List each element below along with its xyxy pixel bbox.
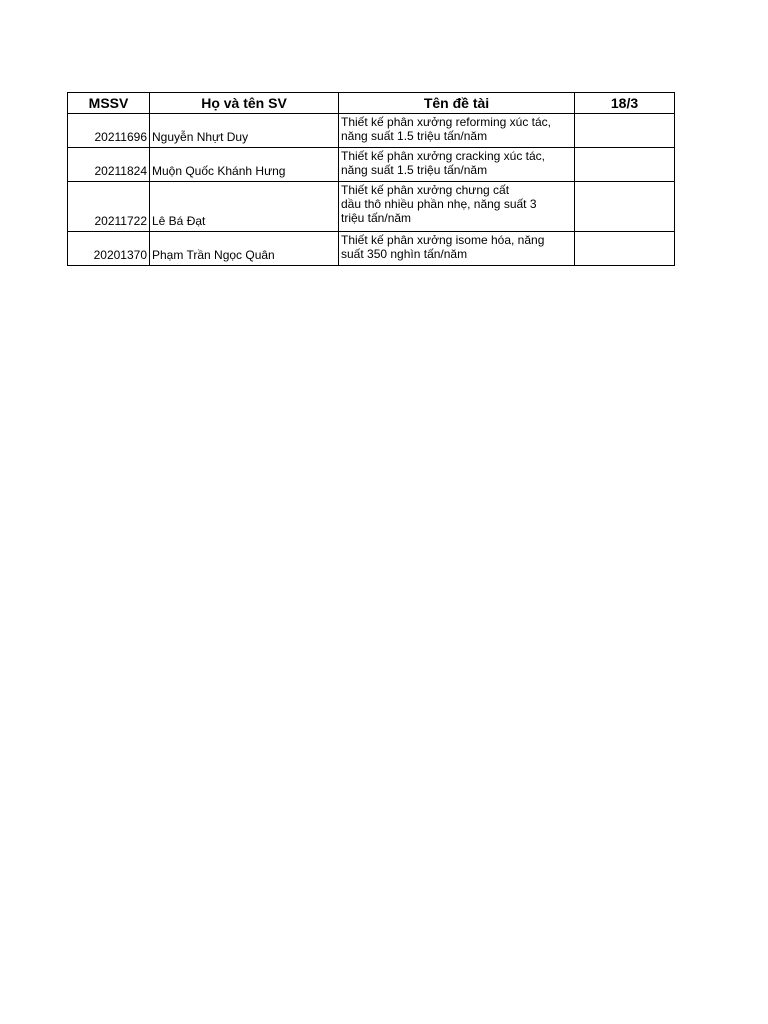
cell-topic: Thiết kế phân xưởng isome hóa, năng suất 350 nghìn tấn/năm — [339, 232, 575, 266]
cell-topic: Thiết kế phân xưởng chưng cất dầu thô nhiều phần nhẹ, năng suất 3 triệu tấn/năm — [339, 182, 575, 232]
table-header — [68, 93, 675, 114]
table-row — [68, 148, 675, 182]
header-topic: Tên đề tài — [339, 93, 575, 114]
cell-mssv: 20211722 — [68, 182, 150, 232]
header-mssv: MSSV — [68, 93, 150, 114]
table-row — [68, 182, 675, 232]
header-row — [68, 93, 675, 114]
cell-date — [575, 182, 675, 232]
cell-mssv: 20211824 — [68, 148, 150, 182]
table-row — [68, 232, 675, 266]
header-date: 18/3 — [575, 93, 675, 114]
cell-student-name: Phạm Trần Ngọc Quân — [150, 232, 339, 266]
student-topic-table — [67, 92, 675, 266]
cell-topic: Thiết kế phân xưởng cracking xúc tác, năng suất 1.5 triệu tấn/năm — [339, 148, 575, 182]
cell-student-name: Muộn Quốc Khánh Hưng — [150, 148, 339, 182]
header-student-name: Họ và tên SV — [150, 93, 339, 114]
cell-topic: Thiết kế phân xưởng reforming xúc tác, năng suất 1.5 triệu tấn/năm — [339, 114, 575, 148]
cell-student-name: Nguyễn Nhựt Duy — [150, 114, 339, 148]
cell-mssv: 20211696 — [68, 114, 150, 148]
table-row — [68, 114, 675, 148]
cell-student-name: Lê Bá Đạt — [150, 182, 339, 232]
cell-date — [575, 114, 675, 148]
cell-date — [575, 232, 675, 266]
cell-mssv: 20201370 — [68, 232, 150, 266]
table-body — [68, 114, 675, 266]
cell-date — [575, 148, 675, 182]
